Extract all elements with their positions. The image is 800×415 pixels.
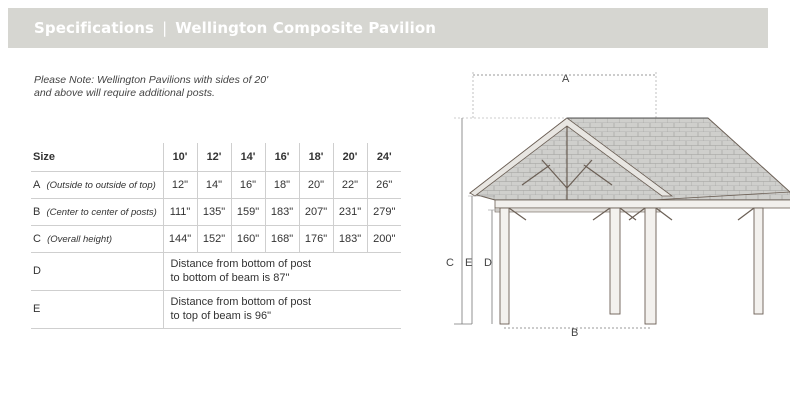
table-cell: 135" [197,198,231,225]
size-header: Size [31,143,163,171]
table-cell: 160" [231,225,265,252]
row-label [31,290,163,328]
size-column-header: 12' [197,143,231,171]
table-row-e [31,290,401,328]
table-cell: 159" [231,198,265,225]
specifications-table [31,143,401,329]
section-title: Specifications [34,19,155,37]
size-column-header: 24' [367,143,401,171]
table-cell: 176" [299,225,333,252]
row-label [31,171,163,198]
label-d: D [484,257,492,269]
table-row-b [31,198,401,225]
table-header-row [31,143,401,171]
row-letter: E [33,303,41,315]
dimension-d [484,210,500,324]
table-cell: 183" [333,225,367,252]
row-description: (Overall height) [47,233,113,245]
row-letter: A [33,178,41,191]
posts-note [34,74,334,100]
label-a: A [562,73,570,85]
table-row-c [31,225,401,252]
table-cell: 16" [231,171,265,198]
label-b: B [571,327,579,339]
row-label [31,252,163,290]
row-letter: B [33,205,41,218]
row-letter: D [33,265,41,277]
table-cell: 207" [299,198,333,225]
table-cell: 144" [163,225,197,252]
posts [500,208,763,324]
table-cell: 111" [163,198,197,225]
row-e-line-1: Distance from bottom of post [170,296,312,308]
row-d-line-1: Distance from bottom of post [170,258,312,270]
table-row-a [31,171,401,198]
pavilion-diagram [440,60,790,350]
row-letter: C [33,232,41,245]
row-description: (Outside to outside of top) [46,179,156,191]
table-cell: 183" [265,198,299,225]
product-title: Wellington Composite Pavilion [175,19,437,37]
table-cell: 200" [367,225,401,252]
dimension-b [504,327,650,339]
table-cell: 168" [265,225,299,252]
table-cell: 152" [197,225,231,252]
row-description: (Center to center of posts) [46,206,157,218]
label-e: E [465,257,473,269]
row-note [163,252,401,290]
table-cell: 20" [299,171,333,198]
table-cell: 18" [265,171,299,198]
table-cell: 14" [197,171,231,198]
roof [470,118,790,200]
page-title [34,19,436,37]
row-label [31,198,163,225]
header-banner [8,8,768,48]
table-cell: 12" [163,171,197,198]
row-label [31,225,163,252]
size-column-header: 14' [231,143,265,171]
title-separator: | [162,19,168,37]
dimension-a [473,72,656,118]
table-cell: 22" [333,171,367,198]
table-row-d [31,252,401,290]
size-column-header: 16' [265,143,299,171]
note-line-2: and above will require additional posts. [34,87,215,99]
size-column-header: 18' [299,143,333,171]
size-column-header: 20' [333,143,367,171]
row-e-line-2: to top of beam is 96" [170,310,272,322]
table-cell: 231" [333,198,367,225]
table-cell: 279" [367,198,401,225]
row-d-line-2: to bottom of beam is 87" [170,272,290,284]
note-line-1: Please Note: Wellington Pavilions with sides of 20' [34,74,269,86]
size-column-header: 10' [163,143,197,171]
label-c: C [446,257,454,269]
table-cell: 26" [367,171,401,198]
row-note [163,290,401,328]
